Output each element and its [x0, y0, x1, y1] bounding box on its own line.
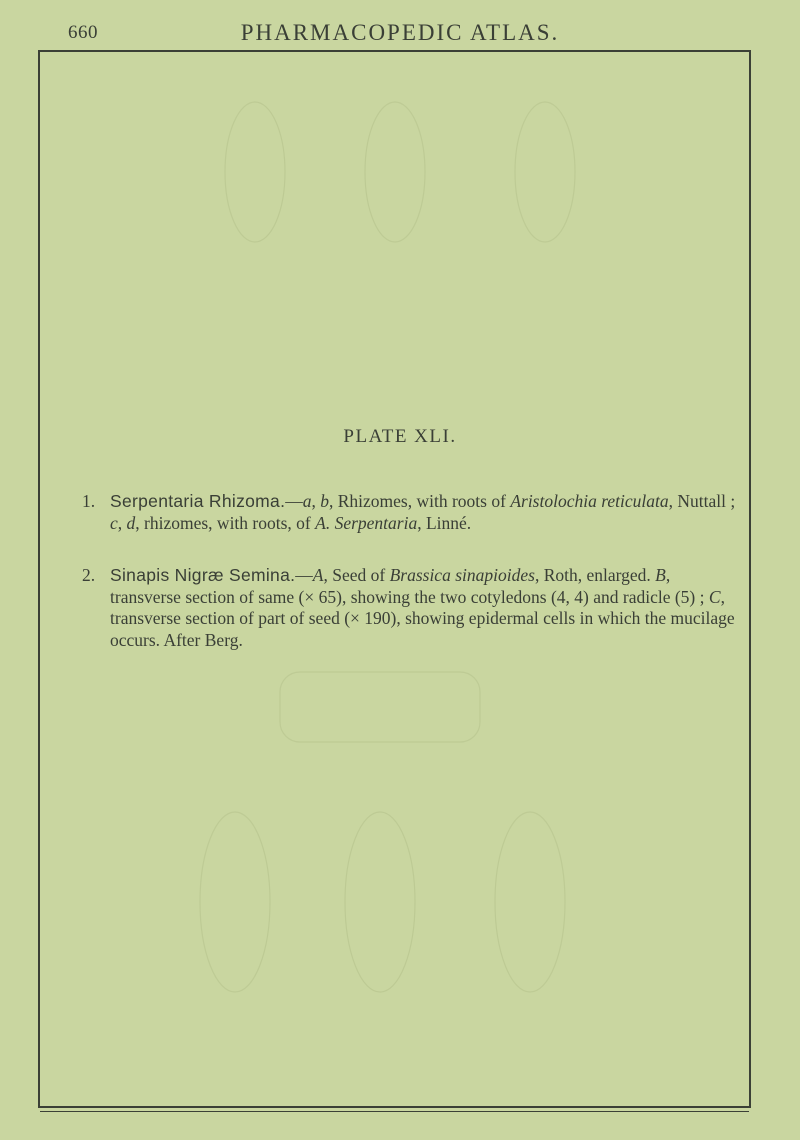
plate-entry-1: 1. Serpentaria Rhizoma.—a, b, Rhizomes, with roots of Aristolochia reticulata, Nuttall ; c, d, rhizomes, with roots, of A. Serpentaria, Linné. [82, 491, 736, 533]
species-name: Brassica sinapioides [389, 565, 535, 585]
plate-entry-2 [82, 565, 742, 651]
species-name: Aristolochia [510, 491, 597, 511]
species-name: reticulata [601, 491, 669, 511]
entry-heading: Serpentaria Rhizoma. [110, 491, 286, 511]
plate-title: PLATE XLI. [343, 426, 457, 447]
entry-text: , transverse section of same (× 65), showing the two cotyledons (4, 4) and radicle (5) ; [110, 565, 709, 607]
entry-text: , Nuttall ; [668, 491, 736, 511]
fig-letter: a [302, 491, 312, 511]
entry-number: 2. [82, 565, 96, 585]
running-title: PHARMACOPEDIC ATLAS. [240, 20, 560, 45]
entry-text: , Roth, enlarged. [534, 565, 651, 585]
entry-text: , Seed of [323, 565, 390, 585]
fig-letter: C [708, 586, 721, 607]
entry-text: , rhizomes, with roots, of [135, 512, 316, 533]
fig-letter: c [110, 512, 118, 533]
entry-number: 1. [82, 491, 96, 511]
page-number: 660 [68, 22, 98, 43]
entry-text: , transverse section of part of seed (× 190), showing epidermal cells in which the mucilage occurs. After Berg. [110, 586, 735, 650]
fig-letter: A [312, 565, 324, 585]
fig-letter: B [655, 565, 666, 585]
dash: — [285, 491, 303, 511]
entry-heading: Sinapis Nigræ Semina. [110, 565, 296, 585]
species-name: A. Serpentaria [315, 512, 418, 533]
fig-letter: d [126, 512, 136, 533]
fig-letter: b [320, 491, 329, 511]
entry-text: , Linné. [417, 512, 472, 533]
dash: — [295, 565, 313, 585]
entry-text: , Rhizomes, with roots of [329, 491, 511, 511]
